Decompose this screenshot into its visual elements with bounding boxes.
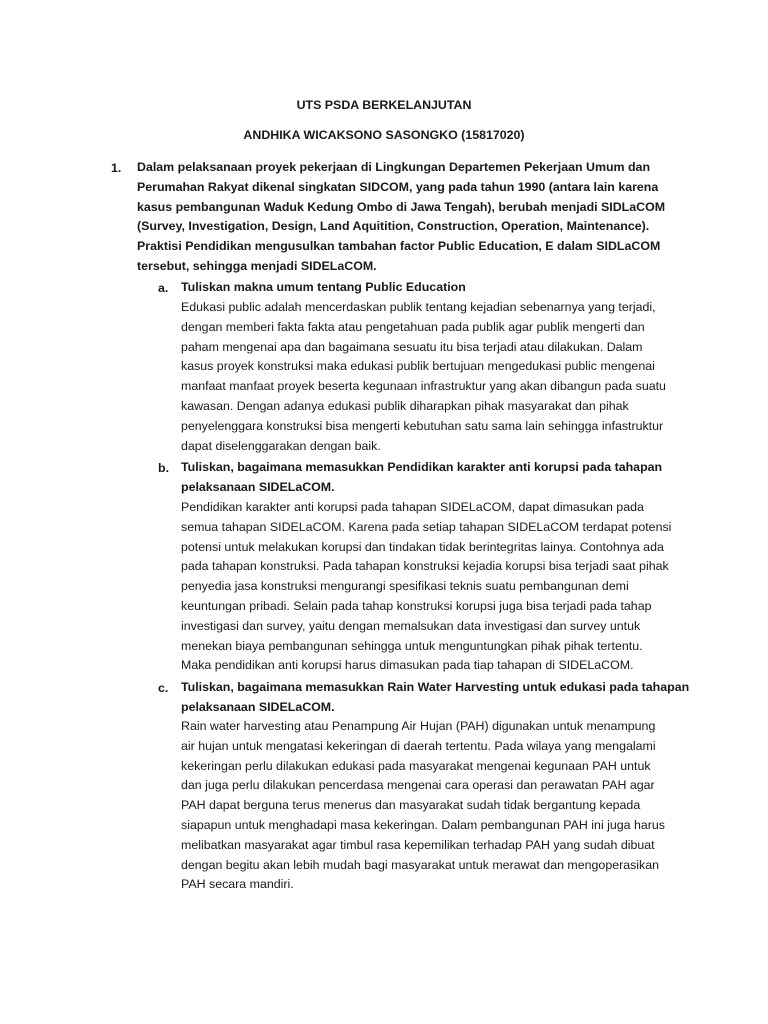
item-c-body xyxy=(181,717,681,895)
question-number: 1. xyxy=(111,161,122,175)
body-line: manfaat manfaat proyek beserta kegunaan infrastruktur yang akan dibangun pada suatu xyxy=(181,379,666,394)
body-line: dan juga perlu dilakukan pencerdasa mengenai cara operasi dan perawatan PAH agar xyxy=(181,778,655,793)
question-line: Praktisi Pendidikan mengusulkan tambahan factor Public Education, E dalam SIDLaCOM xyxy=(137,239,661,254)
item-b-body xyxy=(181,498,681,676)
body-line: Edukasi public adalah mencerdaskan publik tentang kejadian sebenarnya yang terjadi, xyxy=(181,300,656,314)
question-line: tersebut, sehingga menjadi SIDELaCOM. xyxy=(137,258,377,273)
heading-line: Tuliskan makna umum tentang Public Education xyxy=(181,280,466,294)
body-line: kekeringan perlu dilakukan edukasi pada masyarakat mengenai kegunaan PAH untuk xyxy=(181,758,651,773)
body-line: kawasan. Dengan adanya edukasi publik diharapkan pihak masyarakat dan pihak xyxy=(181,398,629,413)
body-line: siapapun untuk menghadapi masa kekeringan. Dalam pembangunan PAH ini juga harus xyxy=(181,817,666,832)
question-line: (Survey, Investigation, Design, Land Aquitition, Construction, Operation, Maintenance). xyxy=(137,219,650,234)
body-line: PAH secara mandiri. xyxy=(181,877,294,892)
heading-line: pelaksanaan SIDELaCOM. xyxy=(181,699,335,714)
question-text xyxy=(137,158,677,277)
body-line: PAH dapat berguna terus menerus dan masyarakat sudah tidak bergantung kepada xyxy=(181,798,641,813)
item-a-heading xyxy=(181,278,681,298)
body-line: Pendidikan karakter anti korupsi pada tahapan SIDELaCOM, dapat dimasukan pada xyxy=(181,500,644,514)
body-line: paham mengenai apa dan bagaimana sesuatu itu bisa terjadi atau dilakukan. Dalam xyxy=(181,339,643,354)
author-line: ANDHIKA WICAKSONO SASONGKO (15817020) xyxy=(243,128,525,142)
body-line: potensi untuk melakukan korupsi dan tindakan tidak berintegritas lainya. Contohnya ada xyxy=(181,539,664,554)
body-line: dengan memberi fakta fakta atau pengetahuan pada publik agar publik mengerti dan xyxy=(181,319,645,334)
body-line: dengan begitu akan lebih mudah bagi masyarakat untuk merawat dan mengoperasikan xyxy=(181,857,660,872)
body-line: penyelenggara konstruksi bisa mengerti kebutuhan satu sama lain sehingga infastruktur xyxy=(181,418,664,433)
item-a-body xyxy=(181,298,681,456)
heading-line: Tuliskan, bagaimana memasukkan Rain Water Harvesting untuk edukasi pada tahapan xyxy=(181,680,690,694)
body-line: menekan biaya pembangunan sehingga untuk menguntungkan pihak pihak tertentu. xyxy=(181,638,643,653)
item-b-heading xyxy=(181,458,681,498)
heading-line: Tuliskan, bagaimana memasukkan Pendidikan karakter anti korupsi pada tahapan xyxy=(181,460,663,474)
body-line: Maka pendidikan anti korupsi harus dimasukan pada tiap tahapan di SIDELaCOM. xyxy=(181,658,634,673)
question-line: Perumahan Rakyat dikenal singkatan SIDCOM, yang pada tahun 1990 (antara lain karena xyxy=(137,179,659,194)
body-line: penyedia jasa konstruksi mengurangi spesifikasi teknis suatu pembangunan demi xyxy=(181,579,629,594)
document-title: UTS PSDA BERKELANJUTAN xyxy=(296,98,472,112)
body-line: melibatkan masyarakat agar timbul rasa kepemilikan terhadap PAH yang sudah dibuat xyxy=(181,837,655,852)
body-line: air hujan untuk mengatasi kekeringan di daerah tertentu. Pada wilaya yang mengalami xyxy=(181,738,656,753)
body-line: Rain water harvesting atau Penampung Air Hujan (PAH) digunakan untuk menampung xyxy=(181,719,656,733)
body-line: dapat diselenggarakan dengan baik. xyxy=(181,438,381,453)
body-line: keuntungan pribadi. Selain pada tahap konstruksi korupsi juga bisa terjadi pada tahap xyxy=(181,598,652,613)
question-line: kasus pembangunan Waduk Kedung Ombo di Jawa Tengah), berubah menjadi SIDLaCOM xyxy=(137,199,666,214)
body-line: kasus proyek konstruksi maka edukasi publik bertujuan mengedukasi public mengenai xyxy=(181,359,655,374)
body-line: pada tahapan konstruksi. Pada tahapan konstruksi kejadia korupsi bisa terjadi saat pihak xyxy=(181,559,669,574)
heading-line: pelaksanaan SIDELaCOM. xyxy=(181,479,335,494)
body-line: semua tahapan SIDELaCOM. Karena pada setiap tahapan SIDELaCOM terdapat potensi xyxy=(181,519,672,534)
question-line: Dalam pelaksanaan proyek pekerjaan di Lingkungan Departemen Pekerjaan Umum dan xyxy=(137,160,651,174)
item-c-heading xyxy=(181,678,690,718)
item-b-letter: b. xyxy=(158,461,170,475)
item-c-letter: c. xyxy=(158,681,169,695)
body-line: investigasi dan survey, yaitu dengan memalsukan data investigasi dan survey untuk xyxy=(181,618,641,633)
item-a-letter: a. xyxy=(158,281,169,295)
